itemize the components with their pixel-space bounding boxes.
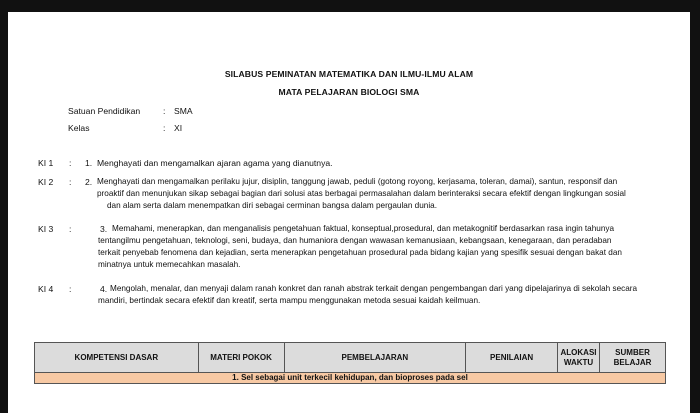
table-header-row [35, 343, 666, 373]
ki-label: KI 2 [38, 177, 54, 187]
ki-line: Mengolah, menalar, dan menyaji dalam ranah konkret dan ranah abstrak terkait dengan pengembangan dari yang dipelajarinya di sekolah secara [110, 284, 638, 293]
ki-text [97, 157, 333, 169]
ki-label: KI 4 [38, 284, 54, 294]
ki-number: 1. [85, 158, 93, 168]
ki-line: tentangilmu pengetahuan, teknologi, seni, budaya, dan humaniora dengan wawasan kemanusiaan, kebangsaan, kenegaraan, dan peradaban [98, 236, 612, 245]
ki-line: proaktif dan menunjukan sikap sebagai bagian dari solusi atas berbagai permasalahan dalam berinteraksi secara efektif dengan lingkungan sosial [97, 189, 626, 198]
document-title: SILABUS PEMINATAN MATEMATIKA DAN ILMU-ILMU ALAM [224, 69, 474, 79]
ki-colon: : [69, 284, 72, 294]
meta-colon: : [163, 123, 166, 133]
section-row: 1. Sel sebagai unit terkecil kehidupan, dan bioproses pada sel [35, 373, 666, 384]
header-alokasi-waktu: ALOKASI WAKTU [558, 343, 600, 373]
ki-label: KI 3 [38, 224, 54, 234]
meta-label: Kelas [68, 123, 90, 133]
meta-value: SMA [174, 106, 193, 116]
header-pembelajaran: PEMBELAJARAN [284, 343, 466, 373]
ki-text [97, 176, 626, 212]
ki-colon: : [69, 158, 72, 168]
ki-line: mandiri, bertindak secara efektif dan kreatif, serta mampu menggunakan metoda sesuai kaidah keilmuan. [98, 296, 481, 305]
meta-value: XI [174, 123, 183, 133]
document-page [8, 12, 690, 413]
meta-colon: : [163, 106, 166, 116]
meta-label: Satuan Pendidikan [68, 106, 141, 116]
header-penilaian: PENILAIAN [466, 343, 558, 373]
ki-line: dan alam serta dalam menempatkan diri sebagai cerminan bangsa dalam pergaulan dunia. [107, 201, 437, 210]
ki-line: terkait penyebab fenomena dan kejadian, serta menerapkan pengetahuan prosedural pada bidang kajian yang spesifik sesuai dengan bakat dan [98, 248, 622, 257]
header-materi-pokok: MATERI POKOK [198, 343, 284, 373]
ki-line: Memahami, menerapkan, dan menganalisis pengetahuan faktual, konseptual,prosedural, dan metakognitif berdasarkan rasa ingin tahunya [112, 224, 615, 233]
ki-number: 2. [85, 177, 93, 187]
ki-label: KI 1 [38, 158, 54, 168]
ki-text [98, 283, 638, 307]
ki-number: 4. [100, 284, 108, 294]
header-sumber-belajar: SUMBER BELAJAR [600, 343, 666, 373]
ki-colon: : [69, 224, 72, 234]
ki-line: Menghayati dan mengamalkan ajaran agama yang dianutnya. [97, 158, 333, 168]
ki-colon: : [69, 177, 72, 187]
table-row [35, 373, 666, 384]
ki-number: 3. [100, 224, 108, 234]
ki-text [98, 223, 622, 271]
ki-line: Menghayati dan mengamalkan perilaku jujur, disiplin, tanggung jawab, peduli (gotong royong, kerjasama, toleran, damai), santun, responsif dan [97, 177, 618, 186]
header-kompetensi-dasar: KOMPETENSI DASAR [35, 343, 199, 373]
ki-line: minatnya untuk memecahkan masalah. [98, 260, 241, 269]
syllabus-table [34, 342, 666, 384]
document-subtitle: MATA PELAJARAN BIOLOGI SMA [278, 87, 420, 97]
